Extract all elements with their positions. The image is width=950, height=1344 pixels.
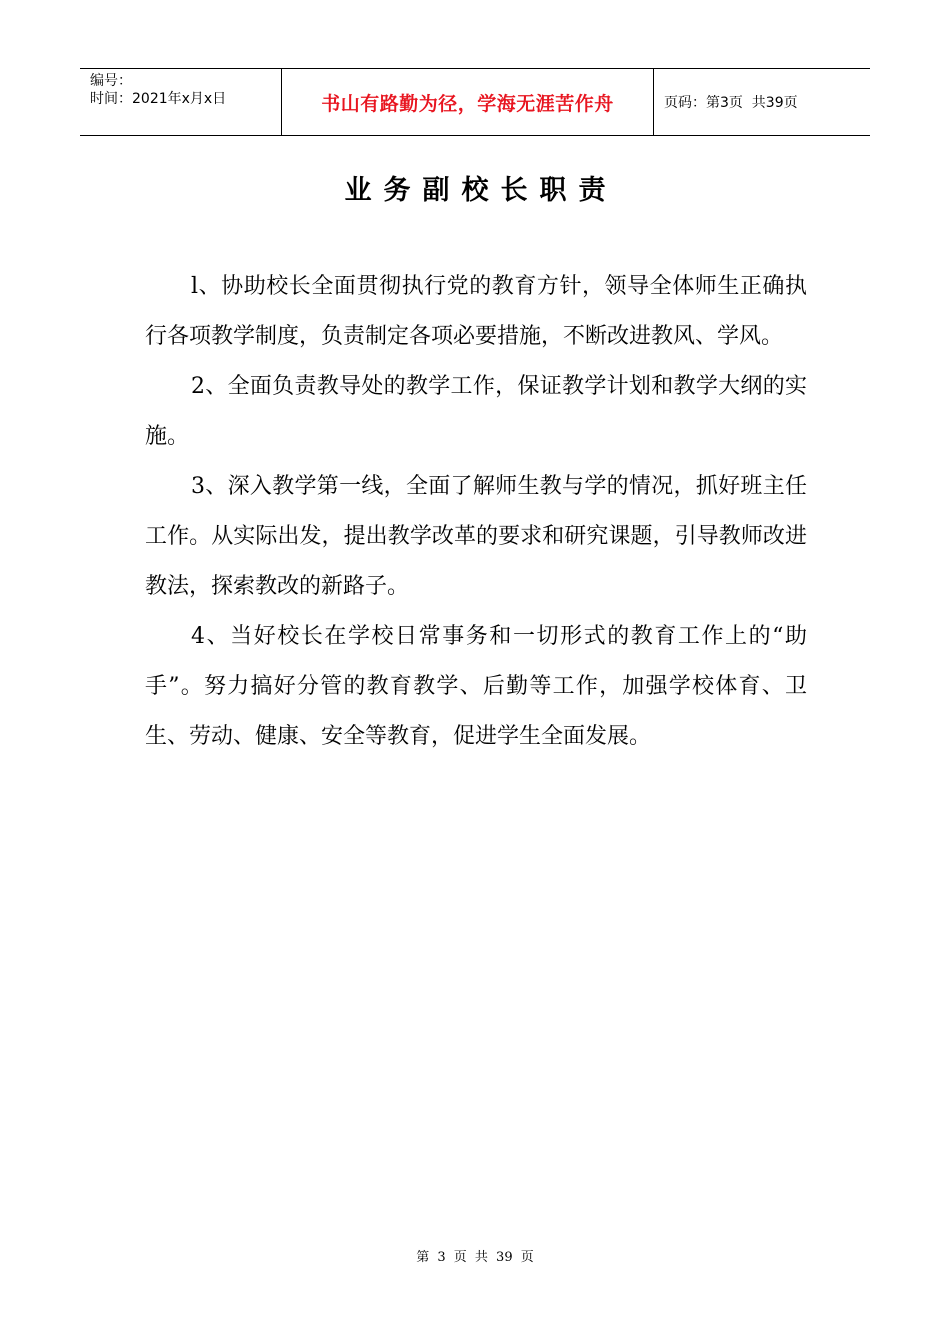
motto-text: 书山有路勤为径，学海无涯苦作舟 <box>321 92 614 115</box>
paragraph-2: 2、全面负责教导处的教学工作，保证教学计划和教学大纲的实施。 <box>145 374 807 449</box>
paragraph-3: 3、深入教学第一线，全面了解师生教与学的情况，抓好班主任工作。从实际出发，提出教学改革的要求和研究课题，引导教师改进教法，探索教改的新路子。 <box>145 474 807 599</box>
time-label: 时间：2021年x月x日 <box>90 91 227 107</box>
document-title: 业务副校长职责 <box>344 175 618 206</box>
document-header <box>80 68 870 136</box>
header-meta-cell <box>80 69 282 135</box>
number-label: 编号： <box>90 73 132 89</box>
page-info-text: 页码：第3页 共39页 <box>664 95 798 111</box>
page-footer: 第 3 页 共 39 页 <box>416 1250 534 1265</box>
paragraph-4: 4、当好校长在学校日常事务和一切形式的教育工作上的“助手”。努力搞好分管的教育教学、后勤等工作，加强学校体育、卫生、劳动、健康、安全等教育，促进学生全面发展。 <box>145 624 807 749</box>
page-info-cell <box>654 69 870 135</box>
document-body <box>145 262 807 762</box>
paragraph-1: l、协助校长全面贯彻执行党的教育方针，领导全体师生正确执行各项教学制度，负责制定各项必要措施，不断改进教风、学风。 <box>145 274 807 349</box>
motto-cell <box>282 69 654 135</box>
